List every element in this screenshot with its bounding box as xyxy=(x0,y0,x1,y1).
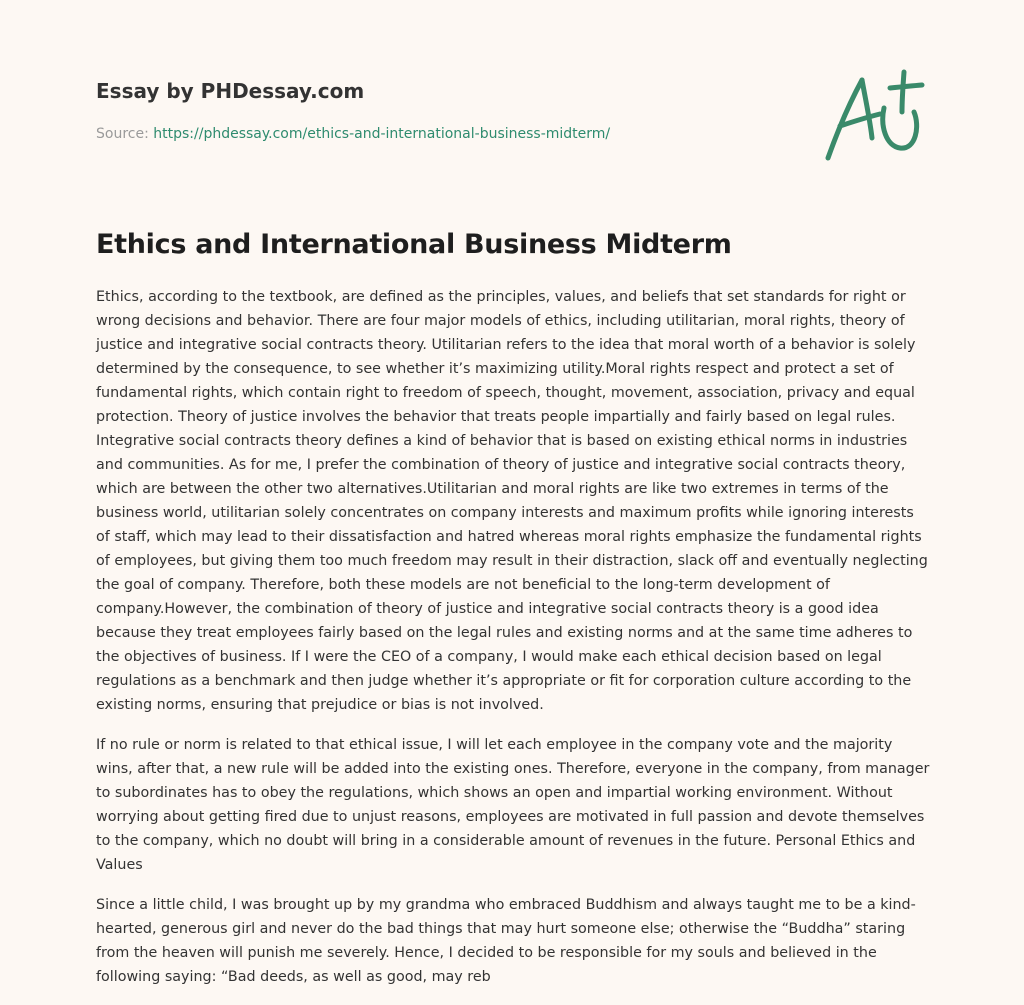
paragraph: Ethics, according to the textbook, are defined as the principles, values, and beliefs that set standards for right or wrong decisions and behavior. There are four major models of ethics, including utilitarian, moral rights, theory of justice and integrative social contracts theory. Utilitarian refers to the idea that moral worth of a behavior is solely determined by the consequence, to see whether it’s maximizing utility.Moral rights respect and protect a set of fundamental rights, which contain right to freedom of speech, thought, movement, association, privacy and equal protection. Theory of justice involves the behavior that treats people impartially and fairly based on legal rules. Integrative social contracts theory defines a kind of behavior that is based on existing ethical norms in industries and communities. As for me, I prefer the combination of theory of justice and integrative social contracts theory, which are between the other two alternatives.Utilitarian and moral rights are like two extremes in terms of the business world, utilitarian solely concentrates on company interests and maximum profits while ignoring interests of staff, which may lead to their dissatisfaction and hatred whereas moral rights emphasize the fundamental rights of employees, but giving them too much freedom may result in their distraction, slack off and eventually neglecting the goal of company. Therefore, both these models are not beneficial to the long-term development of company.However, the combination of theory of justice and integrative social contracts theory is a good idea because they treat employees fairly based on the legal rules and existing norms and at the same time adheres to the objectives of business. If I were the CEO of a company, I would make each ethical decision based on legal regulations as a benchmark and then judge whether it’s appropriate or fit for corporation culture according to the existing norms, ensuring that prejudice or bias is not involved. xyxy=(96,289,928,713)
a-plus-logo-icon xyxy=(822,68,926,164)
page-title: Ethics and International Business Midterm xyxy=(96,229,732,260)
source-link[interactable]: https://phdessay.com/ethics-and-international-business-midterm/ xyxy=(153,126,611,142)
paragraph: If no rule or norm is related to that ethical issue, I will let each employee in the company vote and the majority wins, after that, a new rule will be added into the existing ones. Therefore, everyone in the company, from manager to subordinates has to obey the regulations, which shows an open and impartial working environment. Without worrying about getting fired due to unjust reasons, employees are motivated in full passion and devote themselves to the company, which no doubt will bring in a considerable amount of revenues in the future. Personal Ethics and Values xyxy=(96,737,930,873)
source-line xyxy=(96,124,796,144)
source-label: Source: xyxy=(96,126,154,142)
article-body xyxy=(96,285,931,1005)
paragraph: Since a little child, I was brought up by my grandma who embraced Buddhism and always taught me to be a kind-hearted, generous girl and never do the bad things that may hurt someone else; otherwise the “Buddha” staring from the heaven will punish me severely. Hence, I decided to be responsible for my souls and believed in the following saying: “Bad deeds, as well as good, may reb xyxy=(96,897,916,985)
header xyxy=(96,78,796,144)
site-title: Essay by PHDessay.com xyxy=(96,79,365,103)
